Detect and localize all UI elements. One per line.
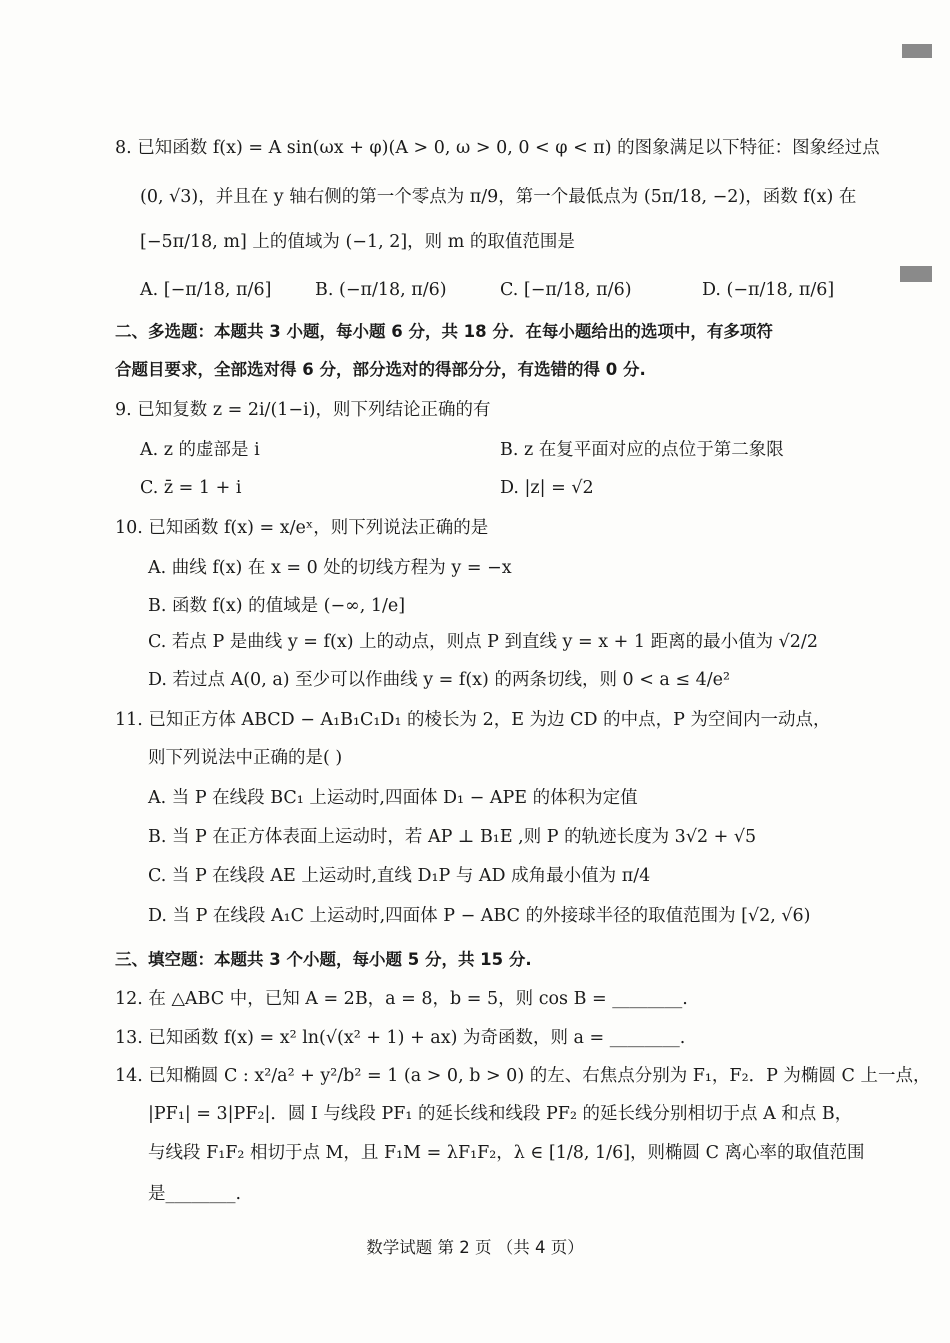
q10-stem: 10. 已知函数 f(x) = x/eˣ，则下列说法正确的是 [115, 518, 489, 538]
q14-line3: 与线段 F₁F₂ 相切于点 M，且 F₁M = λF₁F₂，λ ∈ [1/8, 1/6]，则椭圆 C 离心率的取值范围 [148, 1143, 865, 1163]
q9-option-b: B. z 在复平面对应的点位于第二象限 [500, 440, 784, 460]
section2-line2: 合题目要求，全部选对得 6 分，部分选对的得部分分，有选错的得 0 分. [115, 360, 646, 379]
q11-option-b: B. 当 P 在正方体表面上运动时，若 AP ⊥ B₁E ,则 P 的轨迹长度为 3√2 + √5 [148, 827, 757, 847]
q8-line1: 8. 已知函数 f(x) = A sin(ωx + φ)(A > 0, ω > 0, 0 < φ < π) 的图象满足以下特征：图象经过点 [115, 138, 880, 158]
q8-option-d: D. (−π/18, π/6] [702, 280, 835, 300]
q10-option-c: C. 若点 P 是曲线 y = f(x) 上的动点，则点 P 到直线 y = x + 1 距离的最小值为 √2/2 [148, 632, 818, 652]
q13: 13. 已知函数 f(x) = x² ln(√(x² + 1) + ax) 为奇函数，则 a = ________. [115, 1028, 686, 1048]
q9-option-d: D. |z| = √2 [500, 478, 594, 498]
q10-option-d: D. 若过点 A(0, a) 至少可以作曲线 y = f(x) 的两条切线，则 0 < a ≤ 4/e² [148, 670, 731, 690]
q8-line3: [−5π/18, m] 上的值域为 (−1, 2]，则 m 的取值范围是 [140, 232, 575, 252]
scan-mark-top [902, 44, 932, 58]
q14-line1: 14. 已知椭圆 C : x²/a² + y²/b² = 1 (a > 0, b > 0) 的左、右焦点分别为 F₁，F₂．P 为椭圆 C 上一点， [115, 1066, 931, 1086]
page-footer: 数学试题 第 2 页 （共 4 页） [366, 1238, 584, 1257]
q9-option-a: A. z 的虚部是 i [140, 440, 260, 460]
q11-stem-line1: 11. 已知正方体 ABCD − A₁B₁C₁D₁ 的棱长为 2，E 为边 CD 的中点，P 为空间内一动点， [115, 710, 831, 730]
q11-option-c: C. 当 P 在线段 AE 上运动时,直线 D₁P 与 AD 成角最小值为 π/4 [148, 866, 651, 886]
q11-option-a: A. 当 P 在线段 BC₁ 上运动时,四面体 D₁ − APE 的体积为定值 [148, 788, 638, 808]
q11-option-d: D. 当 P 在线段 A₁C 上运动时,四面体 P − ABC 的外接球半径的取值范围为 [√2, √6) [148, 906, 811, 926]
section2-line1: 二、多选题：本题共 3 小题，每小题 6 分，共 18 分．在每小题给出的选项中，有多项符 [115, 322, 773, 341]
q8-line2: (0, √3)，并且在 y 轴右侧的第一个零点为 π/9，第一个最低点为 (5π/18, −2)，函数 f(x) 在 [140, 187, 857, 207]
q14-line2: |PF₁| = 3|PF₂|．圆 I 与线段 PF₁ 的延长线和线段 PF₂ 的延长线分别相切于点 A 和点 B， [148, 1104, 853, 1124]
scan-mark-middle [900, 266, 932, 282]
q8-option-c: C. [−π/18, π/6) [500, 280, 632, 300]
q9-option-c: C. z̄ = 1 + i [140, 478, 242, 498]
q12: 12. 在 △ABC 中，已知 A = 2B，a = 8，b = 5，则 cos B = ________. [115, 989, 688, 1009]
q8-option-b: B. (−π/18, π/6) [315, 280, 447, 300]
q14-line4: 是________. [148, 1184, 242, 1204]
q8-option-a: A. [−π/18, π/6] [140, 280, 272, 300]
q11-stem-line2: 则下列说法中正确的是( ) [148, 748, 343, 768]
section3-heading: 三、填空题：本题共 3 个小题，每小题 5 分，共 15 分. [115, 950, 532, 969]
q9-stem: 9. 已知复数 z = 2i/(1−i)，则下列结论正确的有 [115, 400, 491, 420]
q10-option-a: A. 曲线 f(x) 在 x = 0 处的切线方程为 y = −x [148, 558, 512, 578]
q10-option-b: B. 函数 f(x) 的值域是 (−∞, 1/e] [148, 596, 406, 616]
